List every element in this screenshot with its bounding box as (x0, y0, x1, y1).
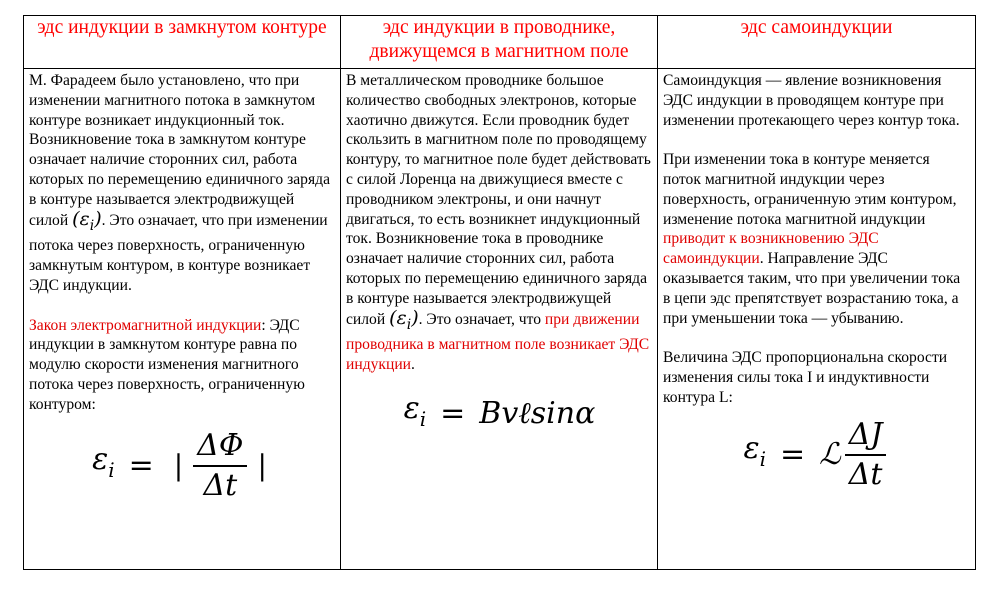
col1-emf-symbol: $(\varepsilon_i)$ (72, 207, 102, 234)
col1-paragraph-1: М. Фарадеем было установлено, что при изменении магнитного потока в замкнутом контуре возникает индукционный ток. Возникновение тока в замкнутом контуре означает наличие сторонних сил, работа которых по перемещению единичного заряда в контуре называется электродвижущей силой $(\varepsilon_i)$. Это означает, что при изменении потока через поверхность, ограниченную замкнутым контуром, в контуре возникает ЭДС индукции. (29, 72, 331, 294)
formula-self-induction: $\varepsilon_i$ = ℒ $\frac{\Delta J}{\Delta t}$ (663, 418, 971, 492)
col2-highlight: при движении проводника в магнитном поле возникает ЭДС индукции (346, 310, 650, 374)
content-row (24, 69, 976, 570)
header-self-induction: эдс самоиндукции (740, 17, 893, 38)
header-closed-loop: эдс индукции в замкнутом контуре (37, 17, 327, 38)
col1-law-paragraph: Закон электромагнитной индукции: ЭДС индукции в замкнутом контуре равна по модулю скорости изменения магнитного потока через поверхность, ограниченную контуром: (29, 316, 305, 413)
content-cell-3 (658, 69, 976, 570)
header-cell-3 (658, 16, 976, 69)
header-row (24, 16, 976, 69)
header-cell-1 (24, 16, 341, 69)
header-moving-conductor: эдс индукции в проводнике, движущемся в магнитном поле (369, 17, 629, 62)
formula-motional-emf: $\varepsilon_i$ = Bvℓsinα (403, 390, 596, 432)
header-cell-2 (341, 16, 658, 69)
col3-paragraph-1: Самоиндукция — явление возникновения ЭДС индукции в проводящем контуре при изменении протекающего через контур тока. (663, 72, 960, 129)
content-cell-1 (24, 69, 341, 570)
law-title: Закон электромагнитной индукции (29, 316, 262, 334)
col3-highlight: приводит к возникновению ЭДС самоиндукции (663, 230, 879, 268)
col3-paragraph-3: Величина ЭДС пропорциональна скорости изменения силы тока I и индуктивности контура L: (663, 349, 948, 406)
physics-table (23, 15, 976, 570)
content-cell-2 (341, 69, 658, 570)
col2-paragraph-1: В металлическом проводнике большое количество свободных электронов, которые хаотично движутся. Если проводник будет скользить в магнитном поле по проводящему контуру, то магнитное поле будет действовать с силой Лоренца на движущиеся вместе с проводником электроны, и они начнут двигаться, то есть возникнет индукционный ток. Возникновение тока в проводнике означает наличие сторонних сил, работа которых по перемещению единичного заряда в контуре называется электродвижущей силой $(\varepsilon_i)$. Это означает, что при движении проводника в магнитном поле возникает ЭДС индукции. (346, 72, 651, 374)
formula-faraday: $\varepsilon_i$ = | $\frac{\Delta\Phi}{\Delta t}$ | (92, 427, 267, 503)
col3-paragraph-2: При изменении тока в контуре меняется поток магнитной индукции через поверхность, ограниченную этим контуром, изменение потока магнитной индукции приводит к возникновению ЭДС самоиндукции. Направление ЭДС оказывается таким, что при увеличении тока в цепи эдс препятствует возрастанию тока, а при уменьшении тока — убыванию. (663, 151, 961, 327)
col2-emf-symbol: $(\varepsilon_i)$ (389, 306, 419, 333)
